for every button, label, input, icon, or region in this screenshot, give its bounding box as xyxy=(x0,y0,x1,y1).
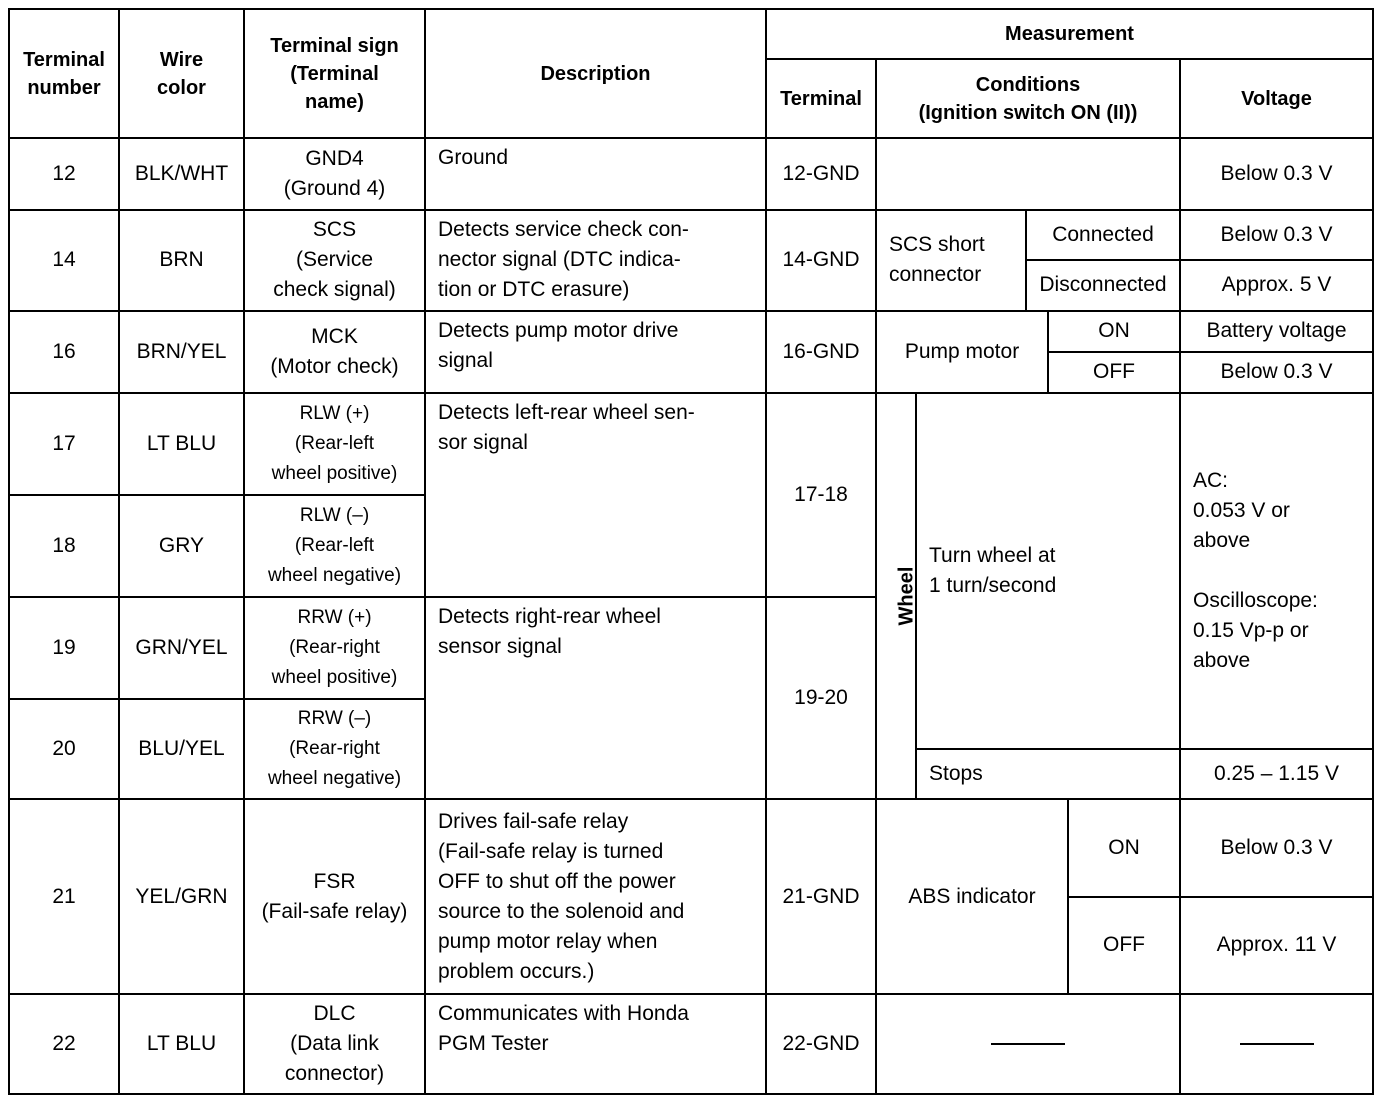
header-terminal-number: Terminal number xyxy=(9,9,119,138)
wheel-turn-condition-cell: Turn wheel at 1 turn/second xyxy=(916,393,1180,750)
condition-cell: Pump motor xyxy=(876,311,1048,393)
condition-state-cell: Disconnected xyxy=(1026,260,1180,310)
description-cell: Drives fail-safe relay (Fail-safe relay is turned OFF to shut off the power source to the solenoid and pump motor relay when problem occurs.) xyxy=(425,799,766,993)
condition-cell: SCS short connector xyxy=(876,210,1026,310)
terminal-number-cell: 18 xyxy=(9,495,119,597)
terminal-number-cell: 16 xyxy=(9,311,119,393)
condition-state-cell: Connected xyxy=(1026,210,1180,260)
voltage-dash-cell xyxy=(1180,994,1373,1094)
terminal-number-cell: 19 xyxy=(9,597,119,699)
wire-color-cell: BRN/YEL xyxy=(119,311,244,393)
terminal-number-cell: 20 xyxy=(9,699,119,799)
wire-color-cell: LT BLU xyxy=(119,994,244,1094)
wheel-turn-voltage-cell: AC: 0.053 V or above Oscilloscope: 0.15 Vp-p or above xyxy=(1180,393,1373,750)
condition-state-cell: OFF xyxy=(1068,897,1180,994)
description-cell: Detects right-rear wheel sensor signal xyxy=(425,597,766,799)
terminal-number-cell: 22 xyxy=(9,994,119,1094)
voltage-cell: Approx. 11 V xyxy=(1180,897,1373,994)
conditions-dash-cell xyxy=(876,994,1180,1094)
header-terminal: Terminal xyxy=(766,59,876,138)
terminal-number-cell: 12 xyxy=(9,138,119,210)
wire-color-cell: GRN/YEL xyxy=(119,597,244,699)
wire-color-cell: BRN xyxy=(119,210,244,310)
measurement-terminal-cell: 21-GND xyxy=(766,799,876,993)
condition-state-cell: OFF xyxy=(1048,352,1180,393)
terminal-sign-cell: GND4 (Ground 4) xyxy=(244,138,425,210)
wheel-stops-voltage-cell: 0.25 – 1.15 V xyxy=(1180,749,1373,799)
dash-line xyxy=(1240,1043,1314,1045)
voltage-cell: Approx. 5 V xyxy=(1180,260,1373,310)
voltage-cell: Battery voltage xyxy=(1180,311,1373,352)
description-cell: Detects service check con- nector signal (DTC indica- tion or DTC erasure) xyxy=(425,210,766,310)
terminal-sign-cell: FSR (Fail-safe relay) xyxy=(244,799,425,993)
voltage-cell: Below 0.3 V xyxy=(1180,210,1373,260)
terminal-table xyxy=(8,8,1374,1095)
wire-color-cell: GRY xyxy=(119,495,244,597)
header-conditions: Conditions (Ignition switch ON (II)) xyxy=(876,59,1180,138)
wire-color-cell: LT BLU xyxy=(119,393,244,495)
terminal-sign-cell: RRW (–) (Rear-right wheel negative) xyxy=(244,699,425,799)
terminal-sign-cell: SCS (Service check signal) xyxy=(244,210,425,310)
wire-color-cell: BLK/WHT xyxy=(119,138,244,210)
conditions-cell-empty xyxy=(876,138,1180,210)
measurement-terminal-cell: 17-18 xyxy=(766,393,876,597)
terminal-number-cell: 14 xyxy=(9,210,119,310)
measurement-terminal-cell: 16-GND xyxy=(766,311,876,393)
condition-cell: ABS indicator xyxy=(876,799,1068,993)
wheel-stops-condition-cell: Stops xyxy=(916,749,1180,799)
wire-color-cell: YEL/GRN xyxy=(119,799,244,993)
wheel-label-cell xyxy=(876,393,916,800)
terminal-sign-cell: RRW (+) (Rear-right wheel positive) xyxy=(244,597,425,699)
voltage-cell: Below 0.3 V xyxy=(1180,138,1373,210)
measurement-terminal-cell: 22-GND xyxy=(766,994,876,1094)
measurement-terminal-cell: 19-20 xyxy=(766,597,876,799)
wheel-label: Wheel xyxy=(895,566,918,626)
header-description: Description xyxy=(425,9,766,138)
condition-state-cell: ON xyxy=(1068,799,1180,896)
dash-line xyxy=(991,1043,1065,1045)
description-cell: Detects pump motor drive signal xyxy=(425,311,766,393)
terminal-sign-cell: RLW (+) (Rear-left wheel positive) xyxy=(244,393,425,495)
measurement-terminal-cell: 12-GND xyxy=(766,138,876,210)
header-terminal-sign: Terminal sign (Terminal name) xyxy=(244,9,425,138)
terminal-sign-cell: MCK (Motor check) xyxy=(244,311,425,393)
voltage-cell: Below 0.3 V xyxy=(1180,799,1373,896)
terminal-number-cell: 21 xyxy=(9,799,119,993)
header-voltage: Voltage xyxy=(1180,59,1373,138)
voltage-cell: Below 0.3 V xyxy=(1180,352,1373,393)
header-wire-color: Wire color xyxy=(119,9,244,138)
measurement-terminal-cell: 14-GND xyxy=(766,210,876,310)
condition-state-cell: ON xyxy=(1048,311,1180,352)
description-cell: Communicates with Honda PGM Tester xyxy=(425,994,766,1094)
terminal-number-cell: 17 xyxy=(9,393,119,495)
header-measurement: Measurement xyxy=(766,9,1373,59)
description-cell: Detects left-rear wheel sen- sor signal xyxy=(425,393,766,597)
wire-color-cell: BLU/YEL xyxy=(119,699,244,799)
description-cell: Ground xyxy=(425,138,766,210)
terminal-sign-cell: DLC (Data link connector) xyxy=(244,994,425,1094)
terminal-sign-cell: RLW (–) (Rear-left wheel negative) xyxy=(244,495,425,597)
